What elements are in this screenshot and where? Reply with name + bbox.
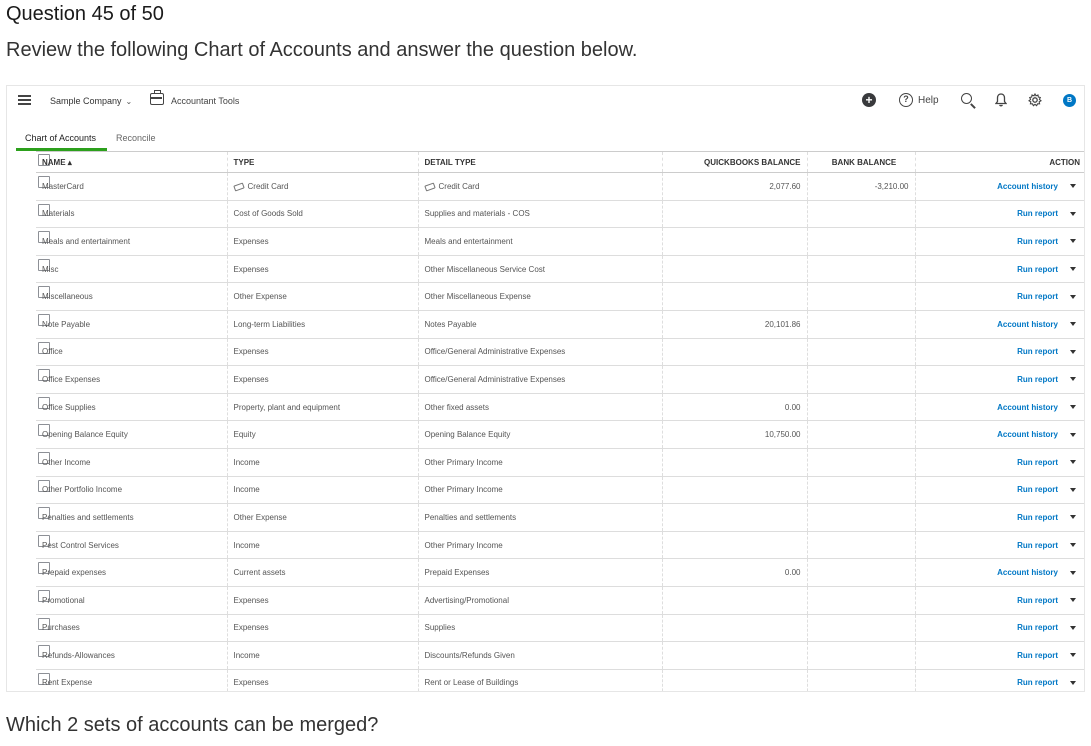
run-report-link[interactable]: Run report (1017, 209, 1058, 219)
account-name-cell-text: Materials (42, 209, 75, 219)
action-cell[interactable] (915, 173, 1085, 201)
action-cell[interactable] (915, 448, 1085, 476)
quickbooks-balance-cell (662, 614, 807, 642)
bank-balance-cell (807, 448, 915, 476)
table-row (36, 310, 1085, 338)
account-name-cell-text: Misc (42, 264, 59, 274)
account-name-cell-text: Meals and entertainment (42, 236, 131, 246)
bank-balance-cell (807, 366, 915, 394)
bank-balance-cell (807, 255, 915, 283)
action-dropdown-caret-icon[interactable] (1070, 295, 1076, 299)
tab-chart-of-accounts[interactable]: Chart of Accounts (25, 133, 97, 143)
action-cell[interactable] (915, 669, 1085, 692)
account-name-cell (36, 642, 227, 670)
action-cell[interactable] (915, 614, 1085, 642)
table-row (36, 228, 1085, 256)
hamburger-menu-icon[interactable] (18, 95, 31, 105)
quickbooks-window (6, 85, 1085, 692)
account-name-cell (36, 283, 227, 311)
table-row (36, 531, 1085, 559)
quickbooks-balance-cell (662, 559, 807, 587)
detail-type-cell (418, 531, 662, 559)
quickbooks-balance-cell-text: 0.00 (784, 402, 801, 412)
question-prompt: Which 2 sets of accounts can be merged? (6, 714, 379, 736)
detail-type-cell (418, 421, 662, 449)
table-row (36, 338, 1085, 366)
action-cell[interactable] (915, 310, 1085, 338)
account-type-cell-text: Equity (233, 430, 256, 440)
account-name-cell-text: MasterCard (42, 181, 84, 191)
account-name-cell (36, 366, 227, 394)
detail-type-cell-text: Supplies (424, 623, 456, 633)
account-name-cell (36, 559, 227, 587)
account-type-cell-text: Expenses (233, 236, 269, 246)
bank-balance-cell (807, 504, 915, 532)
account-type-cell (227, 338, 418, 366)
action-dropdown-caret-icon[interactable] (1070, 571, 1076, 575)
quickbooks-balance-cell (662, 504, 807, 532)
bank-balance-cell (807, 393, 915, 421)
run-report-link[interactable]: Run report (1017, 236, 1058, 246)
bell-icon[interactable] (995, 93, 1007, 107)
quickbooks-balance-cell-text: 2,077.60 (769, 181, 801, 191)
account-type-cell (227, 448, 418, 476)
bank-balance-cell (807, 310, 915, 338)
action-cell[interactable] (915, 504, 1085, 532)
detail-type-cell (418, 173, 662, 201)
account-name-cell-text: Promotional (42, 595, 85, 605)
bank-balance-cell (807, 642, 915, 670)
account-type-cell (227, 366, 418, 394)
quickbooks-balance-cell (662, 448, 807, 476)
detail-type-cell (418, 200, 662, 228)
quickbooks-balance-cell (662, 173, 807, 201)
run-report-link[interactable]: Run report (1017, 678, 1058, 688)
account-name-cell (36, 200, 227, 228)
account-type-cell (227, 228, 418, 256)
tab-bar (7, 130, 1084, 152)
detail-type-cell (418, 310, 662, 338)
account-name-cell (36, 173, 227, 201)
detail-type-cell-text: Office/General Administrative Expenses (424, 347, 566, 357)
account-type-cell-text: Expenses (233, 623, 269, 633)
action-cell[interactable] (915, 559, 1085, 587)
bank-balance-cell-text: -3,210.00 (874, 181, 909, 191)
account-name-cell-text: Note Payable (42, 319, 91, 329)
detail-type-cell (418, 614, 662, 642)
table-row (36, 283, 1085, 311)
table-row (36, 255, 1085, 283)
action-cell[interactable] (915, 393, 1085, 421)
account-name-cell (36, 531, 227, 559)
action-dropdown-caret-icon[interactable] (1070, 460, 1076, 464)
column-header-type[interactable]: TYPE (227, 152, 418, 173)
bank-balance-cell (807, 586, 915, 614)
account-name-cell (36, 669, 227, 692)
detail-type-cell-text: Other Miscellaneous Service Cost (424, 264, 545, 274)
account-name-cell-text: Miscellaneous (42, 292, 93, 302)
column-header-name[interactable]: NAME ▴ (36, 152, 227, 173)
detail-type-cell (418, 642, 662, 670)
detail-type-cell-text: Rent or Lease of Buildings (424, 678, 519, 688)
run-report-link[interactable]: Run report (1017, 650, 1058, 660)
account-type-cell-text: Current assets (233, 568, 286, 578)
table-row (36, 669, 1085, 692)
detail-type-cell (418, 366, 662, 394)
detail-type-cell (418, 338, 662, 366)
account-name-cell-text: Office (42, 347, 63, 357)
action-cell[interactable] (915, 531, 1085, 559)
question-title: Question 45 of 50 (6, 3, 164, 25)
account-name-cell-text: Other Portfolio Income (42, 485, 123, 495)
bank-balance-cell (807, 531, 915, 559)
account-name-cell (36, 228, 227, 256)
table-row (36, 200, 1085, 228)
account-type-cell (227, 421, 418, 449)
account-name-cell (36, 448, 227, 476)
bank-balance-cell (807, 338, 915, 366)
run-report-link[interactable]: Run report (1017, 623, 1058, 633)
account-name-cell (36, 255, 227, 283)
account-type-cell-text: Expenses (233, 595, 269, 605)
action-dropdown-caret-icon[interactable] (1070, 653, 1076, 657)
quickbooks-balance-cell (662, 338, 807, 366)
detail-type-cell (418, 283, 662, 311)
action-cell[interactable] (915, 228, 1085, 256)
account-name-cell-text: Pest Control Services (42, 540, 119, 550)
action-cell[interactable] (915, 642, 1085, 670)
account-type-cell-text: Income (233, 485, 260, 495)
detail-type-cell-text: Penalties and settlements (424, 512, 517, 522)
account-name-cell (36, 338, 227, 366)
action-cell[interactable] (915, 476, 1085, 504)
detail-type-cell (418, 476, 662, 504)
account-type-cell (227, 586, 418, 614)
action-dropdown-caret-icon[interactable] (1070, 433, 1076, 437)
table-row (36, 642, 1085, 670)
detail-type-cell-text: Office/General Administrative Expenses (424, 374, 566, 384)
detail-type-cell-text: Advertising/Promotional (424, 595, 509, 605)
action-dropdown-caret-icon[interactable] (1070, 377, 1076, 381)
quickbooks-balance-cell (662, 310, 807, 338)
quickbooks-balance-cell-text: 0.00 (784, 568, 801, 578)
action-cell[interactable] (915, 586, 1085, 614)
detail-type-cell-text: Prepaid Expenses (424, 568, 490, 578)
detail-type-cell (418, 586, 662, 614)
detail-type-cell (418, 504, 662, 532)
company-name: Sample Company (50, 96, 122, 106)
bank-balance-cell (807, 614, 915, 642)
search-icon[interactable] (961, 93, 972, 104)
action-dropdown-caret-icon[interactable] (1070, 543, 1076, 547)
action-dropdown-caret-icon[interactable] (1070, 239, 1076, 243)
bank-balance-cell (807, 173, 915, 201)
run-report-link[interactable]: Run report (1017, 347, 1058, 357)
account-name-cell-text: Purchases (42, 623, 80, 633)
chevron-down-icon: ⌄ (125, 97, 133, 106)
detail-type-cell-text: Other Primary Income (424, 457, 503, 467)
bank-balance-cell (807, 421, 915, 449)
account-history-link[interactable]: Account history (997, 402, 1058, 412)
detail-type-cell-text: Meals and entertainment (424, 236, 513, 246)
account-name-cell (36, 421, 227, 449)
account-history-link[interactable]: Account history (997, 568, 1058, 578)
account-type-cell-text: Income (233, 457, 260, 467)
run-report-link[interactable]: Run report (1017, 264, 1058, 274)
detail-type-cell (418, 669, 662, 692)
detail-type-cell (418, 559, 662, 587)
detail-type-cell-text: Other Miscellaneous Expense (424, 292, 531, 302)
column-header-bank-balance[interactable]: BANK BALANCE (807, 152, 915, 173)
run-report-link[interactable]: Run report (1017, 374, 1058, 384)
account-type-cell (227, 559, 418, 587)
table-row (36, 393, 1085, 421)
account-name-cell-text: Office Supplies (42, 402, 96, 412)
detail-type-cell-text: Other Primary Income (424, 540, 503, 550)
account-type-cell (227, 669, 418, 692)
account-name-cell-text: Office Expenses (42, 374, 101, 384)
run-report-link[interactable]: Run report (1017, 292, 1058, 302)
company-selector[interactable] (50, 96, 132, 106)
account-type-cell-text: Property, plant and equipment (233, 402, 341, 412)
action-dropdown-caret-icon[interactable] (1070, 681, 1076, 685)
table-header-row (36, 152, 1085, 173)
action-dropdown-caret-icon[interactable] (1070, 212, 1076, 216)
detail-type-cell-text: Credit Card (438, 181, 480, 191)
detail-type-cell-text: Opening Balance Equity (424, 430, 511, 440)
column-header-action: ACTION (915, 152, 1085, 173)
top-bar (7, 86, 1084, 116)
table-row (36, 614, 1085, 642)
table-row (36, 559, 1085, 587)
action-dropdown-caret-icon[interactable] (1070, 350, 1076, 354)
action-dropdown-caret-icon[interactable] (1070, 267, 1076, 271)
table-row (36, 448, 1085, 476)
action-cell[interactable] (915, 421, 1085, 449)
detail-type-cell (418, 255, 662, 283)
account-name-cell-text: Penalties and settlements (42, 512, 134, 522)
account-type-cell-text: Expenses (233, 347, 269, 357)
account-type-cell (227, 200, 418, 228)
account-history-link[interactable]: Account history (997, 319, 1058, 329)
account-type-cell (227, 173, 418, 201)
create-plus-icon[interactable]: + (862, 93, 876, 107)
quickbooks-balance-cell (662, 393, 807, 421)
table-row (36, 586, 1085, 614)
account-name-cell (36, 476, 227, 504)
account-type-cell-text: Income (233, 650, 260, 660)
action-dropdown-caret-icon[interactable] (1070, 515, 1076, 519)
help-icon[interactable]: ? (899, 93, 913, 107)
quickbooks-balance-cell (662, 255, 807, 283)
account-type-cell-text: Other Expense (233, 292, 287, 302)
detail-type-cell-text: Discounts/Refunds Given (424, 650, 515, 660)
account-type-cell-text: Expenses (233, 264, 269, 274)
account-type-cell-text: Other Expense (233, 512, 287, 522)
quickbooks-balance-cell (662, 283, 807, 311)
account-type-cell (227, 642, 418, 670)
action-dropdown-caret-icon[interactable] (1070, 184, 1076, 188)
action-cell[interactable] (915, 283, 1085, 311)
detail-type-cell (418, 228, 662, 256)
accountant-tools-link[interactable]: Accountant Tools (171, 96, 240, 106)
gear-icon[interactable] (1028, 93, 1042, 107)
bank-balance-cell (807, 283, 915, 311)
action-cell[interactable] (915, 366, 1085, 394)
column-header-detail-type[interactable]: DETAIL TYPE (418, 152, 662, 173)
detail-type-cell-text: Supplies and materials - COS (424, 209, 530, 219)
action-dropdown-caret-icon[interactable] (1070, 322, 1076, 326)
account-type-cell-text: Long-term Liabilities (233, 319, 306, 329)
account-name-cell-text: Opening Balance Equity (42, 430, 128, 440)
quickbooks-balance-cell (662, 366, 807, 394)
action-dropdown-caret-icon[interactable] (1070, 626, 1076, 630)
bank-balance-cell (807, 228, 915, 256)
account-type-cell (227, 531, 418, 559)
action-cell[interactable] (915, 338, 1085, 366)
action-dropdown-caret-icon[interactable] (1070, 405, 1076, 409)
account-type-cell (227, 283, 418, 311)
account-history-link[interactable]: Account history (997, 430, 1058, 440)
bank-balance-cell (807, 559, 915, 587)
detail-type-cell (418, 393, 662, 421)
avatar[interactable]: B (1063, 94, 1076, 107)
detail-type-cell (418, 448, 662, 476)
bank-balance-cell (807, 669, 915, 692)
quickbooks-balance-cell (662, 586, 807, 614)
bank-balance-cell (807, 476, 915, 504)
credit-card-icon (233, 182, 244, 191)
account-type-cell (227, 504, 418, 532)
account-type-cell-text: Credit Card (247, 181, 289, 191)
account-name-cell (36, 310, 227, 338)
column-header-quickbooks-balance[interactable]: QUICKBOOKS BALANCE (662, 152, 807, 173)
table-row (36, 366, 1085, 394)
action-dropdown-caret-icon[interactable] (1070, 488, 1076, 492)
account-history-link[interactable]: Account history (997, 181, 1058, 191)
account-name-cell (36, 614, 227, 642)
run-report-link[interactable]: Run report (1017, 512, 1058, 522)
chart-of-accounts-table (36, 151, 1085, 692)
account-type-cell (227, 255, 418, 283)
question-intro: Review the following Chart of Accounts and answer the question below. (6, 39, 638, 61)
account-type-cell-text: Expenses (233, 678, 269, 688)
quickbooks-balance-cell (662, 228, 807, 256)
account-type-cell (227, 310, 418, 338)
account-name-cell-text: Prepaid expenses (42, 568, 107, 578)
run-report-link[interactable]: Run report (1017, 540, 1058, 550)
quickbooks-balance-cell (662, 421, 807, 449)
bank-balance-cell (807, 200, 915, 228)
quickbooks-balance-cell (662, 476, 807, 504)
account-type-cell-text: Cost of Goods Sold (233, 209, 303, 219)
detail-type-cell-text: Other fixed assets (424, 402, 489, 412)
quickbooks-balance-cell (662, 531, 807, 559)
credit-card-icon (424, 182, 435, 191)
account-type-cell-text: Expenses (233, 374, 269, 384)
table-row (36, 504, 1085, 532)
detail-type-cell-text: Other Primary Income (424, 485, 503, 495)
account-name-cell (36, 586, 227, 614)
account-type-cell (227, 614, 418, 642)
run-report-link[interactable]: Run report (1017, 457, 1058, 467)
quickbooks-balance-cell-text: 20,101.86 (764, 319, 801, 329)
run-report-link[interactable]: Run report (1017, 485, 1058, 495)
quickbooks-balance-cell-text: 10,750.00 (764, 430, 801, 440)
account-name-cell (36, 504, 227, 532)
account-type-cell (227, 393, 418, 421)
quickbooks-balance-cell (662, 669, 807, 692)
table-row (36, 476, 1085, 504)
account-name-cell-text: Other Income (42, 457, 91, 467)
account-name-cell-text: Refunds-Allowances (42, 650, 115, 660)
help-label[interactable]: Help (918, 95, 939, 106)
account-type-cell (227, 476, 418, 504)
tab-reconcile[interactable]: Reconcile (116, 133, 156, 143)
action-dropdown-caret-icon[interactable] (1070, 598, 1076, 602)
account-name-cell-text: Rent Expense (42, 678, 93, 688)
run-report-link[interactable]: Run report (1017, 595, 1058, 605)
action-cell[interactable] (915, 255, 1085, 283)
briefcase-icon[interactable] (150, 93, 164, 105)
table-row (36, 173, 1085, 201)
table-row (36, 421, 1085, 449)
quickbooks-balance-cell (662, 200, 807, 228)
quickbooks-balance-cell (662, 642, 807, 670)
account-name-cell (36, 393, 227, 421)
detail-type-cell-text: Notes Payable (424, 319, 477, 329)
account-type-cell-text: Income (233, 540, 260, 550)
action-cell[interactable] (915, 200, 1085, 228)
